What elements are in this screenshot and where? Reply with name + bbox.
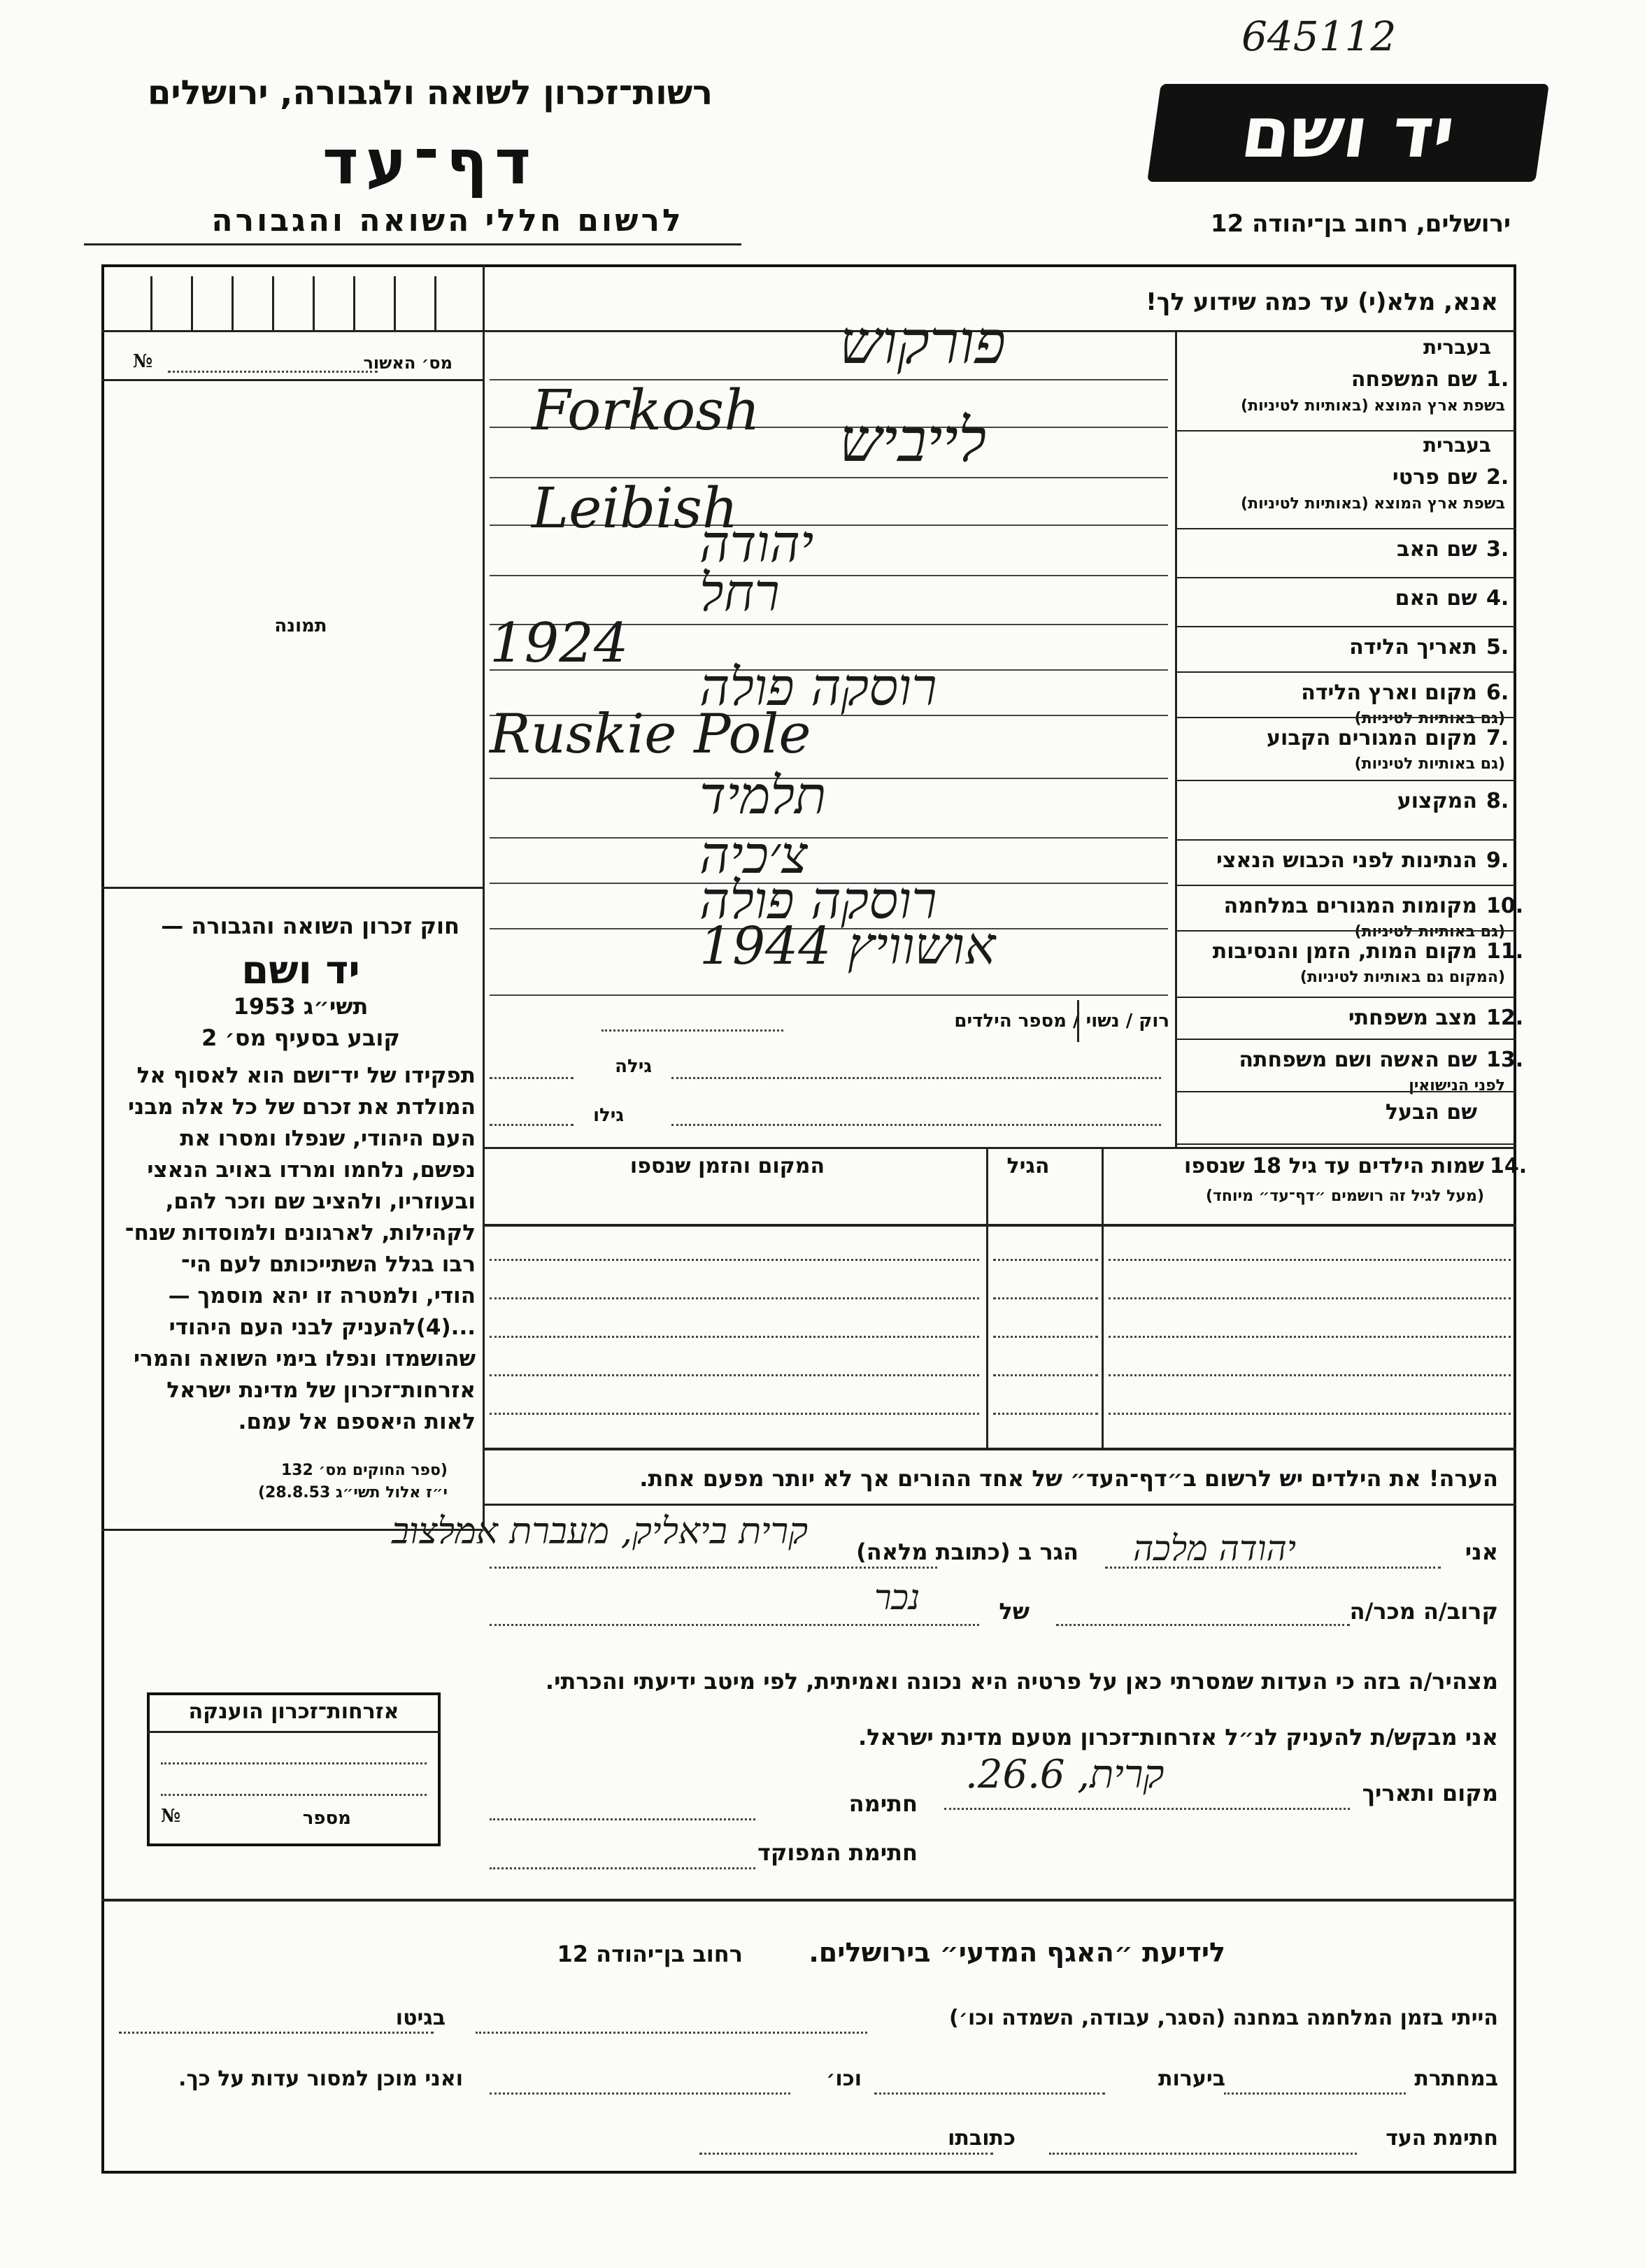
approval-no-label: מס׳ האשור <box>363 353 453 373</box>
field-number: 3. <box>1486 537 1509 562</box>
approval-no-symbol: № <box>133 351 153 372</box>
wife-age-label: גילה <box>615 1056 652 1077</box>
children-num: 14. <box>1490 1154 1528 1178</box>
field-label: המקצוע <box>1397 789 1477 813</box>
address: ירושלים, רחוב בן־יהודה 12 <box>1210 210 1511 238</box>
field-number: 10. <box>1486 894 1524 918</box>
field-label: מקומות המגורים במלחמה <box>1223 894 1477 918</box>
signature-label: חתימה <box>848 1790 918 1817</box>
sidebar-border <box>483 264 485 1529</box>
field-row-border <box>1175 626 1516 627</box>
child-entry-line[interactable] <box>993 1259 1098 1261</box>
field-value: יהודה <box>699 514 814 574</box>
field-sublabel: (גם באותיות לטיניות) <box>1354 755 1505 773</box>
field-label: שם הבעל <box>1385 1100 1477 1125</box>
field-sublabel: (המקום גם באותיות לטיניות) <box>1299 969 1505 986</box>
statement-text: מצהיר/ה בזה כי העדות שמסרתי כאן על פרטיה היא נכונה ואמיתית, לפי מיטב ידיעתי והכרתי. <box>545 1668 1498 1695</box>
husband-age-field[interactable] <box>490 1124 574 1126</box>
field-latin-value: Leibish <box>532 476 739 541</box>
child-entry-line[interactable] <box>993 1413 1098 1415</box>
field-value: רוסקה פולה <box>699 871 937 931</box>
law-reference-2: י״ז אלול תשי״ג 28.8.53) <box>257 1484 448 1502</box>
footer-camp-text: הייתי בזמן המלחמה במחנה (הסגר, עבודה, השמדה וכו׳) <box>949 2006 1498 2030</box>
citizenship-box-number-label: מספר <box>302 1808 351 1829</box>
field-value: רוסקה פולה <box>699 657 937 718</box>
footer-address-field[interactable] <box>699 2153 993 2155</box>
husband-name-field[interactable] <box>671 1124 1161 1126</box>
field-sublabel: בשפת ארץ המוצא (באותיות לטיניות) <box>1241 397 1505 415</box>
law-section: קובע בסעיף מס׳ 2 <box>201 1025 400 1051</box>
declarant-name-value: יהודה מלכה <box>1133 1528 1296 1569</box>
field-row-border <box>1175 577 1516 578</box>
place-date-value: קרית, 26.6. <box>965 1752 1165 1797</box>
relation-value: נכר <box>874 1577 920 1618</box>
field-row-border <box>1175 671 1516 673</box>
children-col-divider-1 <box>1102 1147 1104 1448</box>
field-hebrew-value: לייביש <box>839 406 987 476</box>
field-label: מצב משפחתי <box>1348 1006 1477 1030</box>
footer-witness-signature-label: חתימת העד <box>1386 2126 1498 2151</box>
field-number: 12. <box>1486 1006 1524 1030</box>
photo-area-bottom <box>101 887 483 889</box>
child-entry-line[interactable] <box>490 1413 979 1415</box>
field-value: 1924 <box>490 612 629 675</box>
field-row-border <box>1175 1143 1516 1145</box>
child-entry-line[interactable] <box>993 1374 1098 1376</box>
photo-area-top <box>101 379 483 381</box>
law-text-line: הודי, ולמטרה זו יהא מוסמך — <box>168 1283 476 1308</box>
declaration-i-label: אני <box>1465 1539 1498 1565</box>
field-number: 5. <box>1486 635 1509 659</box>
field-row-border <box>1175 717 1516 718</box>
col-place-header: המקום והזמן שנספו <box>629 1154 825 1178</box>
signature-field[interactable] <box>490 1818 755 1820</box>
children-col-divider-2 <box>986 1147 988 1448</box>
field-value: צ׳כיה <box>699 825 808 885</box>
field-number: 11. <box>1486 939 1524 964</box>
field-number: 9. <box>1486 848 1509 873</box>
field-value-line[interactable] <box>490 994 1168 996</box>
law-text-line: תפקידו של יד־ושם הוא לאסוף אל <box>136 1063 476 1088</box>
field-lang-label: בעברית <box>1423 434 1491 457</box>
of-field[interactable] <box>490 1624 979 1626</box>
child-entry-line[interactable] <box>490 1297 979 1299</box>
page-subtitle: לרשום חללי השואה והגבורה <box>211 203 684 238</box>
verifier-label: חתימת המפוקד <box>757 1839 918 1866</box>
field-number: 8. <box>1486 789 1509 813</box>
field-label: תאריך הלידה <box>1349 635 1477 659</box>
field-row-border <box>1175 528 1516 529</box>
field-value: תלמיד <box>699 766 827 826</box>
label-column-border <box>1175 330 1177 1148</box>
field-row-border <box>1175 839 1516 841</box>
law-text-line: לאות היאספם אל עמם. <box>238 1409 476 1434</box>
wife-age-field[interactable] <box>490 1077 574 1079</box>
child-entry-line[interactable] <box>1109 1413 1511 1415</box>
child-entry-line[interactable] <box>993 1336 1098 1338</box>
field-sublabel: לפני הנישואין <box>1409 1077 1505 1094</box>
field-number: 13. <box>1486 1048 1524 1072</box>
approval-no-field[interactable] <box>168 371 378 373</box>
footer-address-label: כתובתו <box>948 2126 1016 2151</box>
footer-divider <box>101 1899 1516 1902</box>
field-latin-value: Forkosh <box>532 378 760 443</box>
marital-status-options: רוק / נשוי / מספר הילדים <box>954 1011 1169 1032</box>
citizenship-box-number-symbol: № <box>161 1806 181 1827</box>
address-value: קרית ביאליק, מעברת אמלצוב <box>392 1511 809 1553</box>
field-sublabel: (גם באותיות לטיניות) <box>1354 710 1505 727</box>
footer-forests-field[interactable] <box>874 2092 1105 2095</box>
footer-title-address: רחוב בן־יהודה 12 <box>557 1941 743 1967</box>
col-age-header: הגיל <box>1006 1154 1050 1178</box>
field-row-border <box>1175 885 1516 886</box>
address-field[interactable] <box>490 1567 937 1569</box>
note-text: הערה! את הילדים יש לרשום ב״דף־העד״ של אחד ההורים אך לא יותר מפעם אחת. <box>639 1465 1498 1492</box>
children-label: שמות הילדים עד גיל 18 שנספו <box>1184 1154 1484 1178</box>
field-lang-label: בעברית <box>1423 336 1491 359</box>
footer-etc-label: וכו׳ <box>826 2067 862 2091</box>
field-number: 6. <box>1486 680 1509 705</box>
request-text: אני מבקש/ת להעניק לנ״ל אזרחות־זכרון מטעם מדינת ישראל. <box>858 1724 1498 1750</box>
marital-status-field[interactable] <box>601 1029 783 1032</box>
field-number: 1. <box>1486 367 1509 392</box>
field-number: 4. <box>1486 586 1509 611</box>
citizenship-box-title: אזרחות־זכרון הוענקה <box>188 1699 399 1724</box>
law-text-line: אזרחות־זכרון של מדינת ישראל <box>166 1378 476 1403</box>
law-name: יד ושם <box>241 948 360 993</box>
children-table-bottom <box>483 1448 1516 1450</box>
footer-etc-field[interactable] <box>490 2092 790 2095</box>
field-number: 2. <box>1486 465 1509 490</box>
field-hebrew-value: פורקוש <box>839 308 1006 378</box>
child-entry-line[interactable] <box>490 1336 979 1338</box>
verifier-field[interactable] <box>490 1867 755 1869</box>
law-text-line: העם היהודי, שנפלו ומסרו את <box>180 1126 476 1151</box>
field-label: מקום המות, הזמן והנסיבות <box>1212 939 1477 964</box>
child-entry-line[interactable] <box>1109 1374 1511 1376</box>
field-value-line[interactable] <box>490 778 1168 779</box>
subtitle-underline <box>84 243 741 245</box>
law-text-line: המולדת את זכרם של כל אלה מבני <box>128 1094 476 1120</box>
archive-number: 645112 <box>1241 13 1397 60</box>
authority-heading: רשות־זכרון לשואה ולגבורה, ירושלים <box>147 73 713 113</box>
field-row-border <box>1175 1039 1516 1040</box>
child-entry-line[interactable] <box>1109 1297 1511 1299</box>
field-row-border <box>1175 1091 1516 1092</box>
field-label: מקום המגורים הקבוע <box>1267 726 1477 750</box>
field-value-line[interactable] <box>490 837 1168 839</box>
footer-ghetto-label: בגיטו <box>395 2006 446 2030</box>
field-row-border <box>1175 930 1516 932</box>
page-title: דף־עד <box>322 126 538 198</box>
footer-title: לידיעת ״האגף המדעי״ בירושלים. <box>809 1937 1225 1968</box>
footer-forests-label: ביערות <box>1158 2067 1225 2091</box>
footer-camp-field[interactable] <box>476 2032 867 2034</box>
intro-text: אנא, מלא(י) עד כמה שידוע לך! <box>1146 288 1498 316</box>
citizenship-box-title-line <box>147 1731 441 1733</box>
field-row-border <box>1175 780 1516 781</box>
field-label: הנתינות לפני הכבוש הנאצי <box>1216 848 1477 873</box>
field-value: אושוויץ 1944 <box>699 916 996 976</box>
field-value-line[interactable] <box>490 575 1168 576</box>
note-divider <box>483 1504 1516 1506</box>
field-label: מקום וארץ הלידה <box>1301 680 1477 705</box>
law-text-line: נפשם, נלחמו ומרדו באויב הנאצי <box>147 1157 476 1183</box>
children-header-bottom <box>483 1224 1516 1227</box>
relative-label: קרוב/ה מכר/ה <box>1349 1598 1498 1625</box>
law-text-line: שהושמדו ונפלו בימי השואה והמרי <box>134 1346 476 1371</box>
marital-divider <box>1077 1000 1079 1042</box>
law-year: תשי״ג 1953 <box>233 993 369 1020</box>
wife-name-field[interactable] <box>671 1077 1161 1079</box>
approval-boxes <box>112 276 476 332</box>
field-value: רחל <box>699 563 780 623</box>
field-label: שם האשה ושם משפחתה <box>1239 1048 1477 1072</box>
child-entry-line[interactable] <box>993 1297 1098 1299</box>
relation-field[interactable] <box>1056 1624 1350 1626</box>
citizenship-box-line-2[interactable] <box>161 1794 427 1796</box>
place-date-label: מקום ותאריך <box>1362 1780 1498 1806</box>
law-text-line: ובעוזריו, ולהציב שם וזכר להם, <box>165 1189 476 1214</box>
footer-witness-signature-field[interactable] <box>1049 2153 1357 2155</box>
child-entry-line[interactable] <box>490 1374 979 1376</box>
child-entry-line[interactable] <box>1109 1336 1511 1338</box>
field-row-border <box>1175 997 1516 998</box>
field-value: Ruskie Pole <box>490 703 811 766</box>
field-sublabel: בשפת ארץ המוצא (באותיות לטיניות) <box>1241 495 1505 513</box>
field-label: שם פרטי <box>1392 465 1477 490</box>
law-text-line: ...(4)להעניק לבני העם היהודי <box>169 1315 476 1340</box>
law-text-line: רבו בגלל השתייכותם לעם הי־ <box>180 1252 476 1277</box>
of-label: של <box>999 1598 1030 1625</box>
place-date-field[interactable] <box>944 1808 1350 1810</box>
field-label: שם האב <box>1397 537 1477 562</box>
law-title: חוק זכרון השואה והגבורה — <box>161 913 460 939</box>
field-row-border <box>1175 430 1516 432</box>
field-number: 7. <box>1486 726 1509 750</box>
child-entry-line[interactable] <box>490 1259 979 1261</box>
citizenship-box-line-1[interactable] <box>161 1762 427 1764</box>
field-label: שם המשפחה <box>1351 367 1477 392</box>
photo-label: תמונה <box>274 615 327 636</box>
footer-testimony-text: ואני מוכן למסור עדות על כך. <box>178 2067 463 2091</box>
logo: יד ושם <box>1147 84 1549 182</box>
footer-ghetto-field[interactable] <box>119 2032 434 2034</box>
law-text-line: לקהילות, לארגונים ולמוסדות שנח־ <box>124 1220 476 1246</box>
child-entry-line[interactable] <box>1109 1259 1511 1261</box>
husband-age-label: גילו <box>593 1105 624 1126</box>
field-label: שם האם <box>1395 586 1477 611</box>
children-table-top <box>483 1147 1516 1149</box>
footer-underground-label: במחתרת <box>1414 2067 1498 2091</box>
law-reference-1: (ספר החוקים מס׳ 132 <box>280 1462 448 1479</box>
field-sublabel: (גם באותיות לטיניות) <box>1354 923 1505 941</box>
children-sub: (מעל לגיל זה רושמים ״דף־עד״ מיוחד) <box>1205 1188 1484 1205</box>
residing-label: הגר ב (כתובת מלאה) <box>856 1539 1078 1565</box>
footer-underground-field[interactable] <box>1224 2092 1406 2095</box>
